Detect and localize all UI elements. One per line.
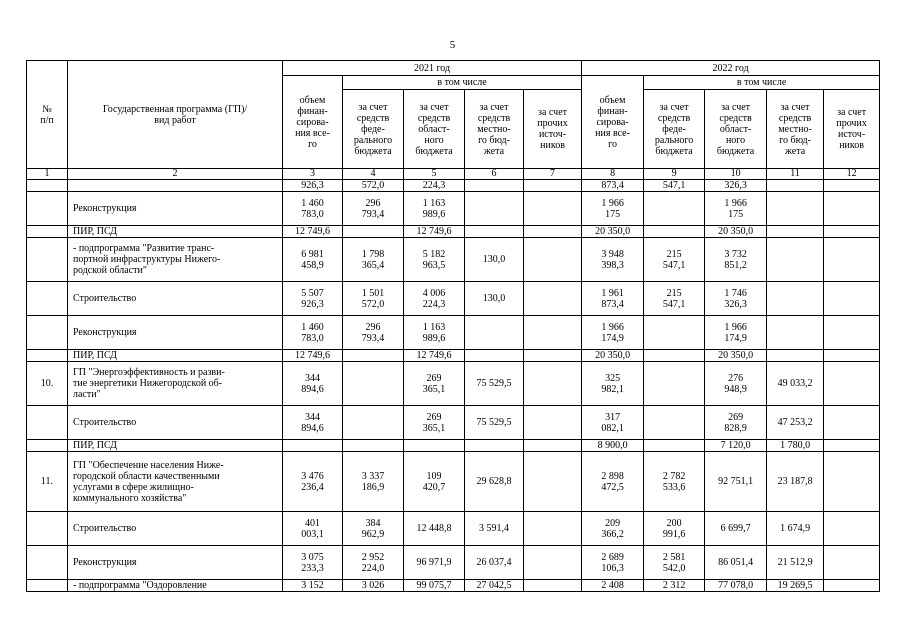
amount-cell <box>824 226 880 238</box>
amount-cell <box>824 316 880 350</box>
program-name-cell: Реконструкция <box>68 192 283 226</box>
amount-cell <box>767 226 824 238</box>
amount-cell <box>524 282 582 316</box>
amount-cell <box>644 350 705 362</box>
amount-cell: 276 948,9 <box>705 362 767 406</box>
amount-cell: 6 981 458,9 <box>283 238 343 282</box>
amount-cell: 269 365,1 <box>404 362 465 406</box>
program-name-cell: ПИР, ПСД <box>68 226 283 238</box>
amount-cell <box>343 406 404 440</box>
table-row <box>27 180 880 192</box>
amount-cell: 326,3 <box>705 180 767 192</box>
amount-cell: 2 581 542,0 <box>644 546 705 580</box>
amount-cell <box>644 406 705 440</box>
column-number-row <box>27 169 880 180</box>
amount-cell <box>524 192 582 226</box>
amount-cell: 215 547,1 <box>644 282 705 316</box>
amount-cell: 296 793,4 <box>343 192 404 226</box>
row-number-cell <box>27 350 68 362</box>
table-row <box>27 192 880 226</box>
amount-cell: 130,0 <box>465 282 524 316</box>
amount-cell <box>767 192 824 226</box>
amount-cell: 1 966 175 <box>582 192 644 226</box>
amount-cell: 344 894,6 <box>283 362 343 406</box>
header-regional-2021: за счет средств област- ного бюджета <box>404 90 465 169</box>
header-year-2022: 2022 год <box>582 61 880 76</box>
amount-cell <box>824 546 880 580</box>
row-number-cell <box>27 226 68 238</box>
program-name-cell: - подпрограмма "Оздоровление <box>68 580 283 592</box>
amount-cell: 1 163 989,6 <box>404 316 465 350</box>
amount-cell: 5 507 926,3 <box>283 282 343 316</box>
amount-cell: 2 689 106,3 <box>582 546 644 580</box>
header-regional-2022: за счет средств област- ного бюджета <box>705 90 767 169</box>
amount-cell <box>524 406 582 440</box>
amount-cell: 325 982,1 <box>582 362 644 406</box>
amount-cell: 2 312 <box>644 580 705 592</box>
header-other-2022: за счет прочих источ- ников <box>824 90 880 169</box>
amount-cell: 20 350,0 <box>705 226 767 238</box>
amount-cell: 2 782 533,6 <box>644 452 705 512</box>
column-number: 11 <box>767 169 824 180</box>
amount-cell: 23 187,8 <box>767 452 824 512</box>
amount-cell <box>524 180 582 192</box>
amount-cell <box>524 362 582 406</box>
program-name-cell: ПИР, ПСД <box>68 350 283 362</box>
row-number-cell <box>27 238 68 282</box>
amount-cell <box>767 180 824 192</box>
amount-cell: 4 006 224,3 <box>404 282 465 316</box>
amount-cell: 6 699,7 <box>705 512 767 546</box>
amount-cell <box>343 440 404 452</box>
amount-cell: 1 674,9 <box>767 512 824 546</box>
amount-cell: 224,3 <box>404 180 465 192</box>
amount-cell: 77 078,0 <box>705 580 767 592</box>
amount-cell: 1 460 783,0 <box>283 192 343 226</box>
program-name-cell: ПИР, ПСД <box>68 440 283 452</box>
amount-cell: 3 948 398,3 <box>582 238 644 282</box>
table-row <box>27 440 880 452</box>
amount-cell: 269 828,9 <box>705 406 767 440</box>
amount-cell: 1 798 365,4 <box>343 238 404 282</box>
amount-cell: 926,3 <box>283 180 343 192</box>
amount-cell <box>524 350 582 362</box>
column-number: 5 <box>404 169 465 180</box>
column-number: 12 <box>824 169 880 180</box>
amount-cell: 3 026 <box>343 580 404 592</box>
amount-cell <box>824 180 880 192</box>
amount-cell: 99 075,7 <box>404 580 465 592</box>
amount-cell <box>524 546 582 580</box>
amount-cell <box>524 580 582 592</box>
financing-table <box>26 60 880 592</box>
amount-cell <box>524 226 582 238</box>
row-number-cell: 11. <box>27 452 68 512</box>
program-name-cell: Реконструкция <box>68 546 283 580</box>
amount-cell: 1 460 783,0 <box>283 316 343 350</box>
amount-cell: 384 962,9 <box>343 512 404 546</box>
amount-cell <box>824 192 880 226</box>
amount-cell: 2 898 472,5 <box>582 452 644 512</box>
header-year-2021: 2021 год <box>283 61 582 76</box>
amount-cell <box>824 512 880 546</box>
column-number: 1 <box>27 169 68 180</box>
amount-cell <box>767 238 824 282</box>
amount-cell <box>824 580 880 592</box>
amount-cell: 1 966 175 <box>705 192 767 226</box>
program-name-cell: ГП "Энергоэффективность и разви- тие энергетики Нижегородской об- ласти" <box>68 362 283 406</box>
program-name-cell: - подпрограмма "Развитие транс- портной инфраструктуры Нижего- родской области" <box>68 238 283 282</box>
amount-cell <box>644 192 705 226</box>
row-number-cell <box>27 512 68 546</box>
column-number: 10 <box>705 169 767 180</box>
header-local-2021: за счет средств местно- го бюд- жета <box>465 90 524 169</box>
amount-cell <box>343 226 404 238</box>
row-number-cell <box>27 580 68 592</box>
table-row <box>27 316 880 350</box>
amount-cell: 20 350,0 <box>582 226 644 238</box>
amount-cell: 12 749,6 <box>404 350 465 362</box>
amount-cell <box>824 362 880 406</box>
amount-cell <box>824 350 880 362</box>
header-total-2022: объем финан- сирова- ния все- го <box>582 76 644 169</box>
column-number: 8 <box>582 169 644 180</box>
amount-cell: 3 476 236,4 <box>283 452 343 512</box>
amount-cell <box>283 440 343 452</box>
amount-cell: 20 350,0 <box>705 350 767 362</box>
header-including-2022: в том числе <box>644 76 880 90</box>
amount-cell: 12 749,6 <box>283 226 343 238</box>
amount-cell: 873,4 <box>582 180 644 192</box>
amount-cell: 96 971,9 <box>404 546 465 580</box>
row-number-cell: 10. <box>27 362 68 406</box>
table-row <box>27 406 880 440</box>
amount-cell: 12 448,8 <box>404 512 465 546</box>
header-including-2021: в том числе <box>343 76 582 90</box>
row-number-cell <box>27 546 68 580</box>
amount-cell <box>343 362 404 406</box>
amount-cell <box>824 452 880 512</box>
amount-cell: 21 512,9 <box>767 546 824 580</box>
amount-cell: 75 529,5 <box>465 406 524 440</box>
row-number-cell <box>27 440 68 452</box>
amount-cell: 26 037,4 <box>465 546 524 580</box>
amount-cell: 2 408 <box>582 580 644 592</box>
amount-cell: 47 253,2 <box>767 406 824 440</box>
row-number-cell <box>27 180 68 192</box>
amount-cell: 401 003,1 <box>283 512 343 546</box>
amount-cell <box>824 282 880 316</box>
amount-cell: 1 961 873,4 <box>582 282 644 316</box>
amount-cell: 344 894,6 <box>283 406 343 440</box>
header-program-name: Государственная программа (ГП)/ вид работ <box>68 61 283 169</box>
amount-cell: 86 051,4 <box>705 546 767 580</box>
amount-cell: 3 732 851,2 <box>705 238 767 282</box>
amount-cell <box>524 316 582 350</box>
program-name-cell: Строительство <box>68 406 283 440</box>
amount-cell <box>824 238 880 282</box>
amount-cell: 572,0 <box>343 180 404 192</box>
column-number: 9 <box>644 169 705 180</box>
table-row <box>27 580 880 592</box>
header-federal-2022: за счет средств феде- рального бюджета <box>644 90 705 169</box>
amount-cell <box>824 406 880 440</box>
amount-cell: 109 420,7 <box>404 452 465 512</box>
program-name-cell: ГП "Обеспечение населения Ниже- городской области качественными услугами в сфере жилищно- коммунального хозяйства" <box>68 452 283 512</box>
amount-cell <box>343 350 404 362</box>
amount-cell: 20 350,0 <box>582 350 644 362</box>
amount-cell: 12 749,6 <box>404 226 465 238</box>
program-name-cell <box>68 180 283 192</box>
header-total-2021: объем финан- сирова- ния все- го <box>283 76 343 169</box>
header-other-2021: за счет прочих источ- ников <box>524 90 582 169</box>
amount-cell <box>524 452 582 512</box>
amount-cell <box>404 440 465 452</box>
amount-cell <box>465 316 524 350</box>
row-number-cell <box>27 316 68 350</box>
amount-cell: 3 337 186,9 <box>343 452 404 512</box>
amount-cell: 130,0 <box>465 238 524 282</box>
row-number-cell <box>27 282 68 316</box>
column-number: 2 <box>68 169 283 180</box>
table-row <box>27 238 880 282</box>
amount-cell: 8 900,0 <box>582 440 644 452</box>
amount-cell: 1 501 572,0 <box>343 282 404 316</box>
amount-cell <box>644 362 705 406</box>
amount-cell <box>644 316 705 350</box>
amount-cell <box>465 440 524 452</box>
amount-cell <box>767 282 824 316</box>
amount-cell: 7 120,0 <box>705 440 767 452</box>
amount-cell <box>465 226 524 238</box>
amount-cell: 3 152 <box>283 580 343 592</box>
program-name-cell: Реконструкция <box>68 316 283 350</box>
amount-cell <box>465 350 524 362</box>
amount-cell <box>465 180 524 192</box>
amount-cell: 1 966 174,9 <box>582 316 644 350</box>
amount-cell: 209 366,2 <box>582 512 644 546</box>
amount-cell: 1 780,0 <box>767 440 824 452</box>
amount-cell: 215 547,1 <box>644 238 705 282</box>
amount-cell: 1 966 174,9 <box>705 316 767 350</box>
amount-cell <box>824 440 880 452</box>
page-number: 5 <box>449 39 456 51</box>
amount-cell: 317 082,1 <box>582 406 644 440</box>
amount-cell <box>465 192 524 226</box>
amount-cell <box>644 440 705 452</box>
table-row <box>27 226 880 238</box>
header-federal-2021: за счет средств феде- рального бюджета <box>343 90 404 169</box>
amount-cell: 1 163 989,6 <box>404 192 465 226</box>
header-local-2022: за счет средств местно- го бюд- жета <box>767 90 824 169</box>
amount-cell <box>767 316 824 350</box>
amount-cell: 2 952 224,0 <box>343 546 404 580</box>
column-number: 4 <box>343 169 404 180</box>
amount-cell <box>767 350 824 362</box>
amount-cell: 19 269,5 <box>767 580 824 592</box>
amount-cell: 1 746 326,3 <box>705 282 767 316</box>
amount-cell: 547,1 <box>644 180 705 192</box>
amount-cell: 49 033,2 <box>767 362 824 406</box>
amount-cell: 75 529,5 <box>465 362 524 406</box>
amount-cell: 29 628,8 <box>465 452 524 512</box>
program-name-cell: Строительство <box>68 512 283 546</box>
amount-cell <box>524 440 582 452</box>
amount-cell <box>524 512 582 546</box>
column-number: 7 <box>524 169 582 180</box>
table-row <box>27 350 880 362</box>
amount-cell: 200 991,6 <box>644 512 705 546</box>
amount-cell: 27 042,5 <box>465 580 524 592</box>
table-row <box>27 362 880 406</box>
row-number-cell <box>27 192 68 226</box>
amount-cell: 92 751,1 <box>705 452 767 512</box>
row-number-cell <box>27 406 68 440</box>
amount-cell: 3 591,4 <box>465 512 524 546</box>
amount-cell: 12 749,6 <box>283 350 343 362</box>
amount-cell <box>524 238 582 282</box>
header-row-number: № п/п <box>27 61 68 169</box>
table-row <box>27 452 880 512</box>
program-name-cell: Строительство <box>68 282 283 316</box>
table-row <box>27 546 880 580</box>
table-row <box>27 282 880 316</box>
column-number: 3 <box>283 169 343 180</box>
amount-cell: 3 075 233,3 <box>283 546 343 580</box>
amount-cell: 5 182 963,5 <box>404 238 465 282</box>
column-number: 6 <box>465 169 524 180</box>
table-row <box>27 512 880 546</box>
amount-cell: 269 365,1 <box>404 406 465 440</box>
amount-cell <box>644 226 705 238</box>
amount-cell: 296 793,4 <box>343 316 404 350</box>
